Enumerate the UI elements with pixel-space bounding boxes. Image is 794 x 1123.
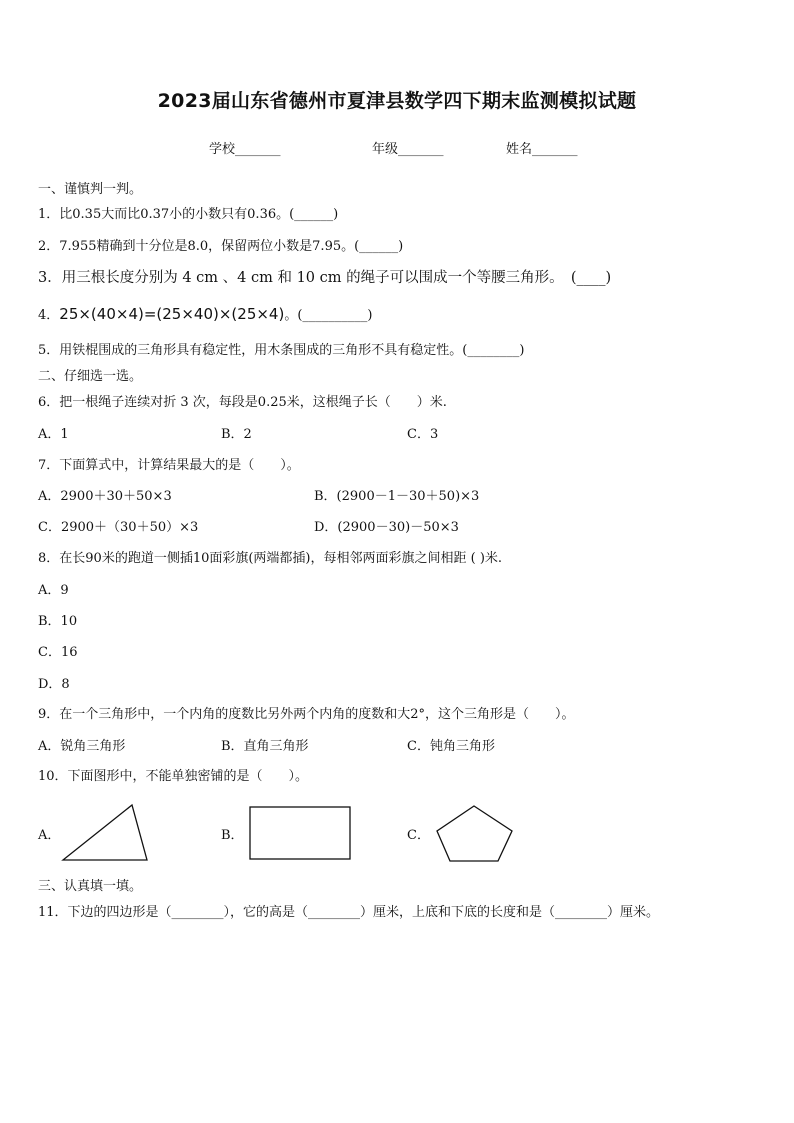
q8-option-a[interactable]: A．9 xyxy=(38,583,69,598)
question-2: 2．7.955精确到十分位是8.0，保留两位小数是7.95。(______) xyxy=(38,239,404,254)
q9-option-b[interactable]: B．直角三角形 xyxy=(221,739,309,754)
question-3: 3．用三根长度分别为 4 cm 、4 cm 和 10 cm 的绳子可以围成一个等腰三角形。 (____) xyxy=(38,270,612,286)
question-1: 1．比0.35大而比0.37小的小数只有0.36。(______) xyxy=(38,207,339,222)
q8-option-b[interactable]: B．10 xyxy=(38,614,78,629)
q6-option-c[interactable]: C．3 xyxy=(407,427,439,442)
question-11: 11．下边的四边形是（________），它的高是（________）厘米，上底和下底的长度和是（________）厘米。 xyxy=(38,905,660,920)
q7-option-d[interactable]: D．(2900－30)－50×3 xyxy=(314,520,459,535)
section-heading-3: 三、认真填一填。 xyxy=(38,879,143,894)
q7-option-a[interactable]: A．2900＋30＋50×3 xyxy=(38,489,172,504)
q10-option-a[interactable]: A． xyxy=(38,828,61,843)
question-4 xyxy=(38,305,372,325)
question-4-blank: 。(__________) xyxy=(284,308,373,323)
q8-option-d[interactable]: D．8 xyxy=(38,677,70,692)
question-7: 7．下面算式中，计算结果最大的是（ ）。 xyxy=(38,458,300,473)
school-field[interactable]: 学校_______ xyxy=(209,142,281,157)
q9-option-c[interactable]: C．钝角三角形 xyxy=(407,739,495,754)
q7-option-b[interactable]: B．(2900－1－30＋50)×3 xyxy=(314,489,480,504)
question-4-number: 4． xyxy=(38,308,60,323)
grade-field[interactable]: 年级_______ xyxy=(372,142,444,157)
page-title: 2023届山东省德州市夏津县数学四下期末监测模拟试题 xyxy=(157,90,637,112)
triangle-figure xyxy=(60,802,152,864)
q6-option-b[interactable]: B．2 xyxy=(221,427,252,442)
q10-option-b[interactable]: B． xyxy=(221,828,244,843)
triangle-shape xyxy=(63,805,147,860)
q10-option-c[interactable]: C． xyxy=(407,828,430,843)
question-5: 5．用铁棍围成的三角形具有稳定性，用木条围成的三角形不具有稳定性。(________) xyxy=(38,343,525,358)
rectangle-figure xyxy=(248,805,354,861)
rectangle-shape xyxy=(250,807,350,859)
q8-option-c[interactable]: C．16 xyxy=(38,645,78,660)
q7-option-c[interactable]: C．2900＋（30＋50）×3 xyxy=(38,520,199,535)
pentagon-shape xyxy=(437,806,512,861)
q6-option-a[interactable]: A．1 xyxy=(38,427,69,442)
question-6: 6．把一根绳子连续对折 3 次，每段是0.25米，这根绳子长（ ）米. xyxy=(38,395,447,410)
pentagon-figure xyxy=(434,803,516,865)
section-heading-1: 一、谨慎判一判。 xyxy=(38,182,143,197)
question-4-expression: 25×(40×4)=(25×40)×(25×4) xyxy=(59,305,285,323)
question-9: 9．在一个三角形中，一个内角的度数比另外两个内角的度数和大2°，这个三角形是（ ）。 xyxy=(38,707,575,722)
q9-option-a[interactable]: A．锐角三角形 xyxy=(38,739,126,754)
question-8: 8．在长90米的跑道一侧插10面彩旗(两端都插)，每相邻两面彩旗之间相距 ( )米. xyxy=(38,551,503,566)
section-heading-2: 二、仔细选一选。 xyxy=(38,369,143,384)
question-10: 10．下面图形中，不能单独密铺的是（ ）。 xyxy=(38,769,309,784)
name-field[interactable]: 姓名_______ xyxy=(506,142,578,157)
